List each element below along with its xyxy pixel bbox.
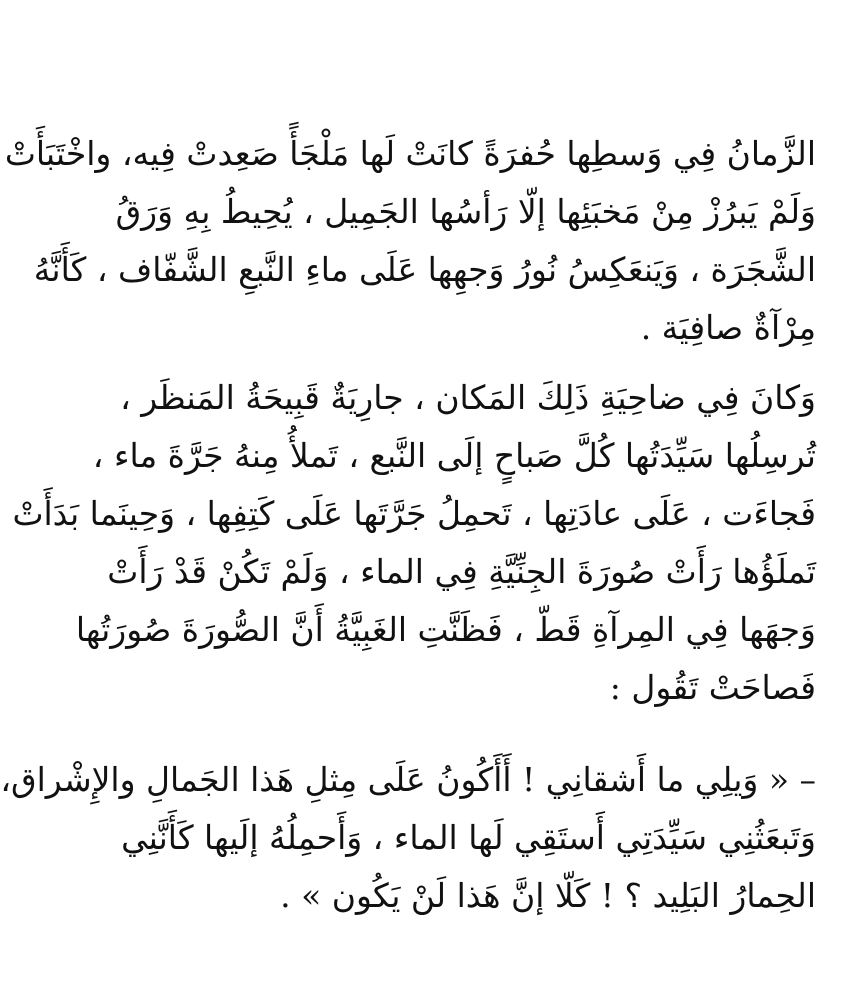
text-line: وَلَمْ يَبرُزْ مِنْ مَخبَئِها إلّا رَأسُها الجَمِيل ، يُحِيطُ بِهِ وَرَقُ [115,192,816,231]
text-line: فَجاءَت ، عَلَى عادَتِها ، تَحمِلُ جَرَّتَها عَلَى كَتِفِها ، وَحِينَما بَدَأَتْ [12,494,816,533]
text-line: فَصاحَتْ تَقُول : [609,668,816,707]
text-line: مِرْآةٌ صافِيَة . [640,308,816,347]
text-line: تُرسِلُها سَيِّدَتُها كُلَّ صَباحٍ إلَى النَّبع ، تَملأُ مِنهُ جَرَّةَ ماء ، [92,436,816,475]
text-line: الشَّجَرَة ، وَيَنعَكِسُ نُورُ وَجهِها عَلَى ماءِ النَّبعِ الشَّفّاف ، كَأَنَّهُ [33,250,816,289]
text-line: الزَّمانُ فِي وَسطِها حُفرَةً كانَتْ لَها مَلْجَأً صَعِدتْ فِيه، واخْتَبَأَتْ [4,134,816,173]
text-line: تَملَؤُها رَأَتْ صُورَةَ الجِنِّيَّةِ فِي الماء ، وَلَمْ تَكُنْ قَدْ رَأَتْ [107,552,816,591]
text-line: وَكانَ فِي ضاحِيَةِ ذَلِكَ المَكان ، جارِيَةٌ قَبِيحَةُ المَنظَر ، [120,378,816,417]
text-line: الحِمارُ البَلِيد ؟ ! كَلّا إنَّ هَذا لَنْ يَكُون » . [280,876,816,915]
text-line: وَتَبعَثُنِي سَيِّدَتِي أَستَقِي لَها الماء ، وَأَحمِلُهُ إلَيها كَأَنَّنِي [121,818,816,857]
text-line: وَجهَها فِي المِرآةِ قَطّ ، فَظَنَّتِ الغَبِيَّةُ أَنَّ الصُّورَةَ صُورَتُها [75,610,816,649]
text-line: – « وَيلِي ما أَشقانِي ! أَأَكُونُ عَلَى مِثلِ هَذا الجَمالِ والإِشْراق، [0,760,816,799]
